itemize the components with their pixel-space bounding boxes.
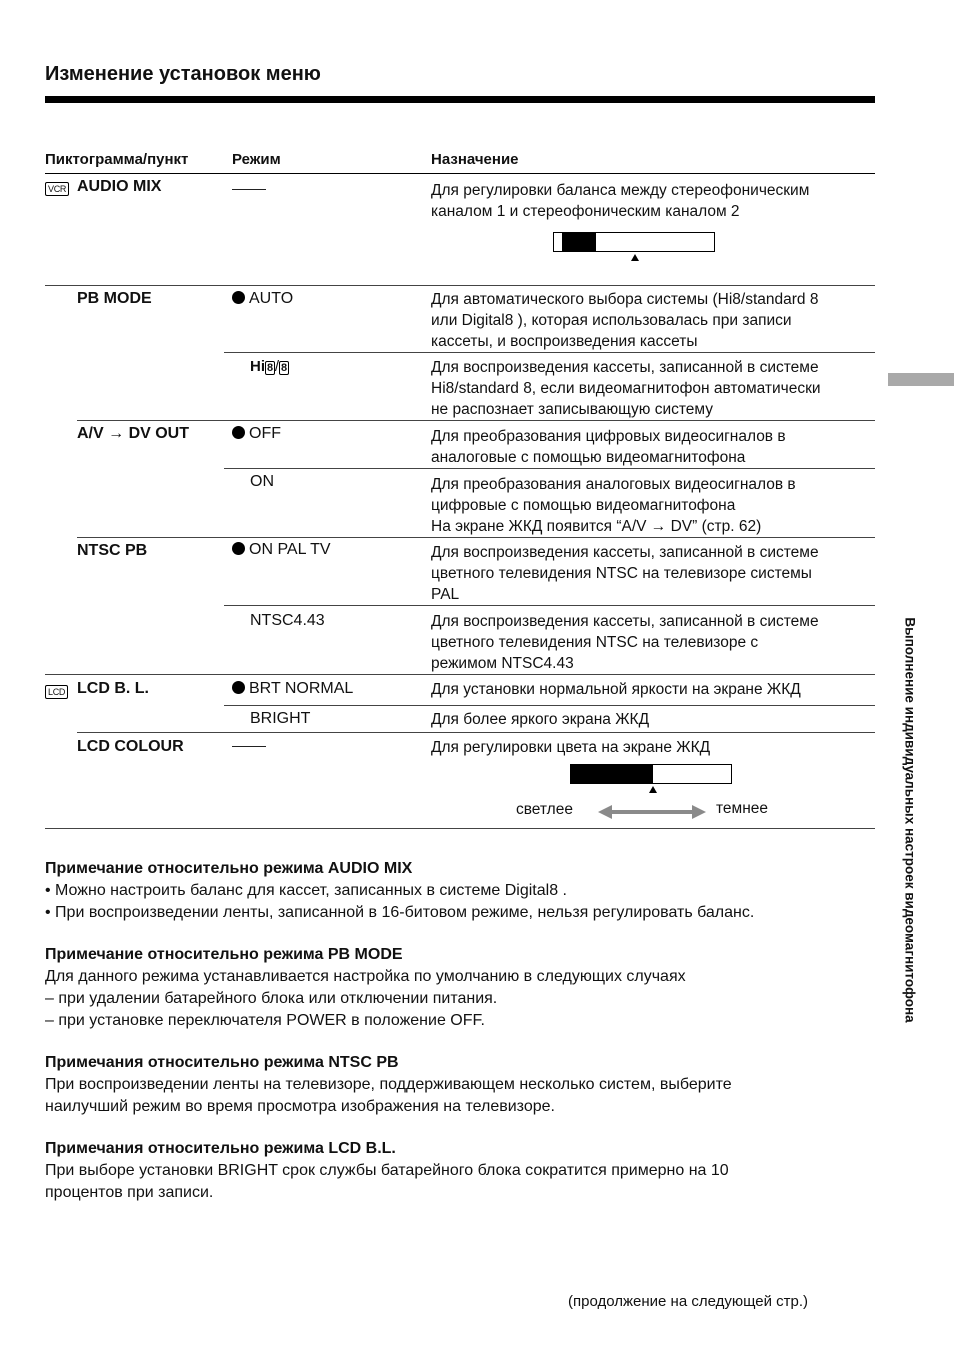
row-divider bbox=[224, 468, 875, 469]
row-divider bbox=[77, 732, 875, 733]
mode-none-dash bbox=[232, 189, 266, 190]
double-arrow-icon bbox=[598, 805, 706, 824]
row-divider bbox=[224, 352, 875, 353]
mode-ntsc443: NTSC4.43 bbox=[250, 612, 325, 629]
mode-on-pal-tv: ON PAL TV bbox=[232, 541, 331, 559]
page-title: Изменение установок меню bbox=[45, 63, 321, 85]
desc-ntsc-on-pal: Для воспроизведения кассеты, записанной в системе цветного телевидения NTSC на телевизоре системы PAL bbox=[431, 544, 819, 603]
note-body-lcd-bl: При выборе установки BRIGHT срок службы батарейного блока сократится примерно на 10 процентов при записи. bbox=[45, 1162, 729, 1201]
audio-mix-balance-fill bbox=[562, 233, 596, 251]
row-divider bbox=[77, 537, 875, 538]
desc-pb-auto: Для автоматического выбора системы (Hi8/standard 8 или Digital8 ), которая использовалась при записи кассеты, и воспроизведения кассеты bbox=[431, 291, 819, 350]
header-purpose: Назначение bbox=[431, 151, 519, 168]
default-dot-icon bbox=[232, 291, 245, 304]
desc-av-on: Для преобразования аналоговых видеосигналов в цифровые с помощью видеомагнитофона На экране ЖКД появится “A/V → DV” (стр. 62) bbox=[431, 476, 796, 535]
desc-av-off: Для преобразования цифровых видеосигналов в аналоговые с помощью видеомагнитофона bbox=[431, 428, 786, 466]
mode-none-dash bbox=[232, 746, 266, 747]
note-heading-ntsc-pb: Примечания относительно режима NTSC PB bbox=[45, 1054, 399, 1071]
lcd-colour-center-marker bbox=[649, 786, 657, 793]
note-heading-audio-mix: Примечание относительно режима AUDIO MIX bbox=[45, 860, 413, 877]
note-body-audio-mix: • Можно настроить баланс для кассет, записанных в системе Digital8 . • При воспроизведении ленты, записанной в 16-битовом режиме, нельзя регулировать баланс. bbox=[45, 882, 755, 921]
note-body-ntsc-pb: При воспроизведении ленты на телевизоре, поддерживающем несколько систем, выберите наилучший режим во время просмотра изображения на телевизоре. bbox=[45, 1076, 732, 1115]
note-heading-pb-mode: Примечание относительно режима PB MODE bbox=[45, 946, 403, 963]
desc-ntsc443: Для воспроизведения кассеты, записанной в системе цветного телевидения NTSC на телевизоре с режимом NTSC4.43 bbox=[431, 613, 819, 672]
note-body-pb-mode: Для данного режима устанавливается настройка по умолчанию в следующих случаях – при удалении батарейного блока или отключении питания. – при установке переключателя POWER в положение OFF. bbox=[45, 968, 686, 1029]
row-divider bbox=[45, 674, 875, 675]
row-divider bbox=[224, 605, 875, 606]
hi8-logo-icon: Hi 8 / 8 bbox=[250, 358, 287, 375]
desc-pb-hi8: Для воспроизведения кассеты, записанной в системе Hi8/standard 8, если видеомагнитофон автоматически не распознает записывающую систему bbox=[431, 359, 821, 418]
desc-lcd-normal: Для установки нормальной яркости на экране ЖКД bbox=[431, 681, 801, 698]
continued-label: (продолжение на следующей стр.) bbox=[568, 1293, 809, 1310]
default-dot-icon bbox=[232, 426, 245, 439]
header-rule bbox=[45, 173, 875, 174]
mode-off: OFF bbox=[232, 425, 281, 443]
header-mode: Режим bbox=[232, 151, 281, 168]
note-heading-lcd-bl: Примечания относительно режима LCD B.L. bbox=[45, 1140, 396, 1157]
row-divider bbox=[45, 285, 875, 286]
item-ntsc-pb: NTSC PB bbox=[77, 542, 148, 559]
mode-on: ON bbox=[250, 473, 274, 490]
header-item: Пиктограмма/пункт bbox=[45, 151, 189, 168]
item-lcd-bl: LCD B. L. bbox=[77, 680, 149, 697]
mode-brt-normal: BRT NORMAL bbox=[232, 680, 353, 698]
row-divider bbox=[77, 420, 875, 421]
item-pb-mode: PB MODE bbox=[77, 290, 152, 307]
default-dot-icon bbox=[232, 542, 245, 555]
audio-mix-balance-bar bbox=[553, 232, 715, 252]
lcd-colour-bar bbox=[570, 764, 732, 784]
section-tab-marker bbox=[888, 373, 954, 386]
desc-lcd-bright: Для более яркого экрана ЖКД bbox=[431, 711, 650, 728]
audio-mix-center-marker bbox=[631, 254, 639, 261]
desc-audio-mix: Для регулировки баланса между стереофоническим каналом 1 и стереофоническим каналом 2 bbox=[431, 182, 810, 220]
mode-auto: AUTO bbox=[232, 290, 293, 308]
row-divider bbox=[224, 705, 875, 706]
desc-lcd-colour: Для регулировки цвета на экране ЖКД bbox=[431, 739, 711, 756]
item-audio-mix: AUDIO MIX bbox=[77, 178, 162, 195]
item-lcd-colour: LCD COLOUR bbox=[77, 738, 184, 755]
lcd-colour-fill bbox=[571, 765, 653, 783]
title-rule bbox=[45, 96, 875, 103]
lcd-icon: LCD bbox=[45, 682, 68, 700]
table-bottom-rule bbox=[45, 828, 875, 829]
label-darker: темнее bbox=[716, 800, 769, 817]
mode-bright: BRIGHT bbox=[250, 710, 311, 727]
section-side-label: Выполнение индивидуальных настроек видеомагнитофона bbox=[902, 617, 918, 1023]
vcr-icon: VCR bbox=[45, 179, 69, 197]
item-av-dv-out: A/V → DV OUT bbox=[77, 425, 190, 442]
default-dot-icon bbox=[232, 681, 245, 694]
label-lighter: светлее bbox=[516, 801, 573, 818]
